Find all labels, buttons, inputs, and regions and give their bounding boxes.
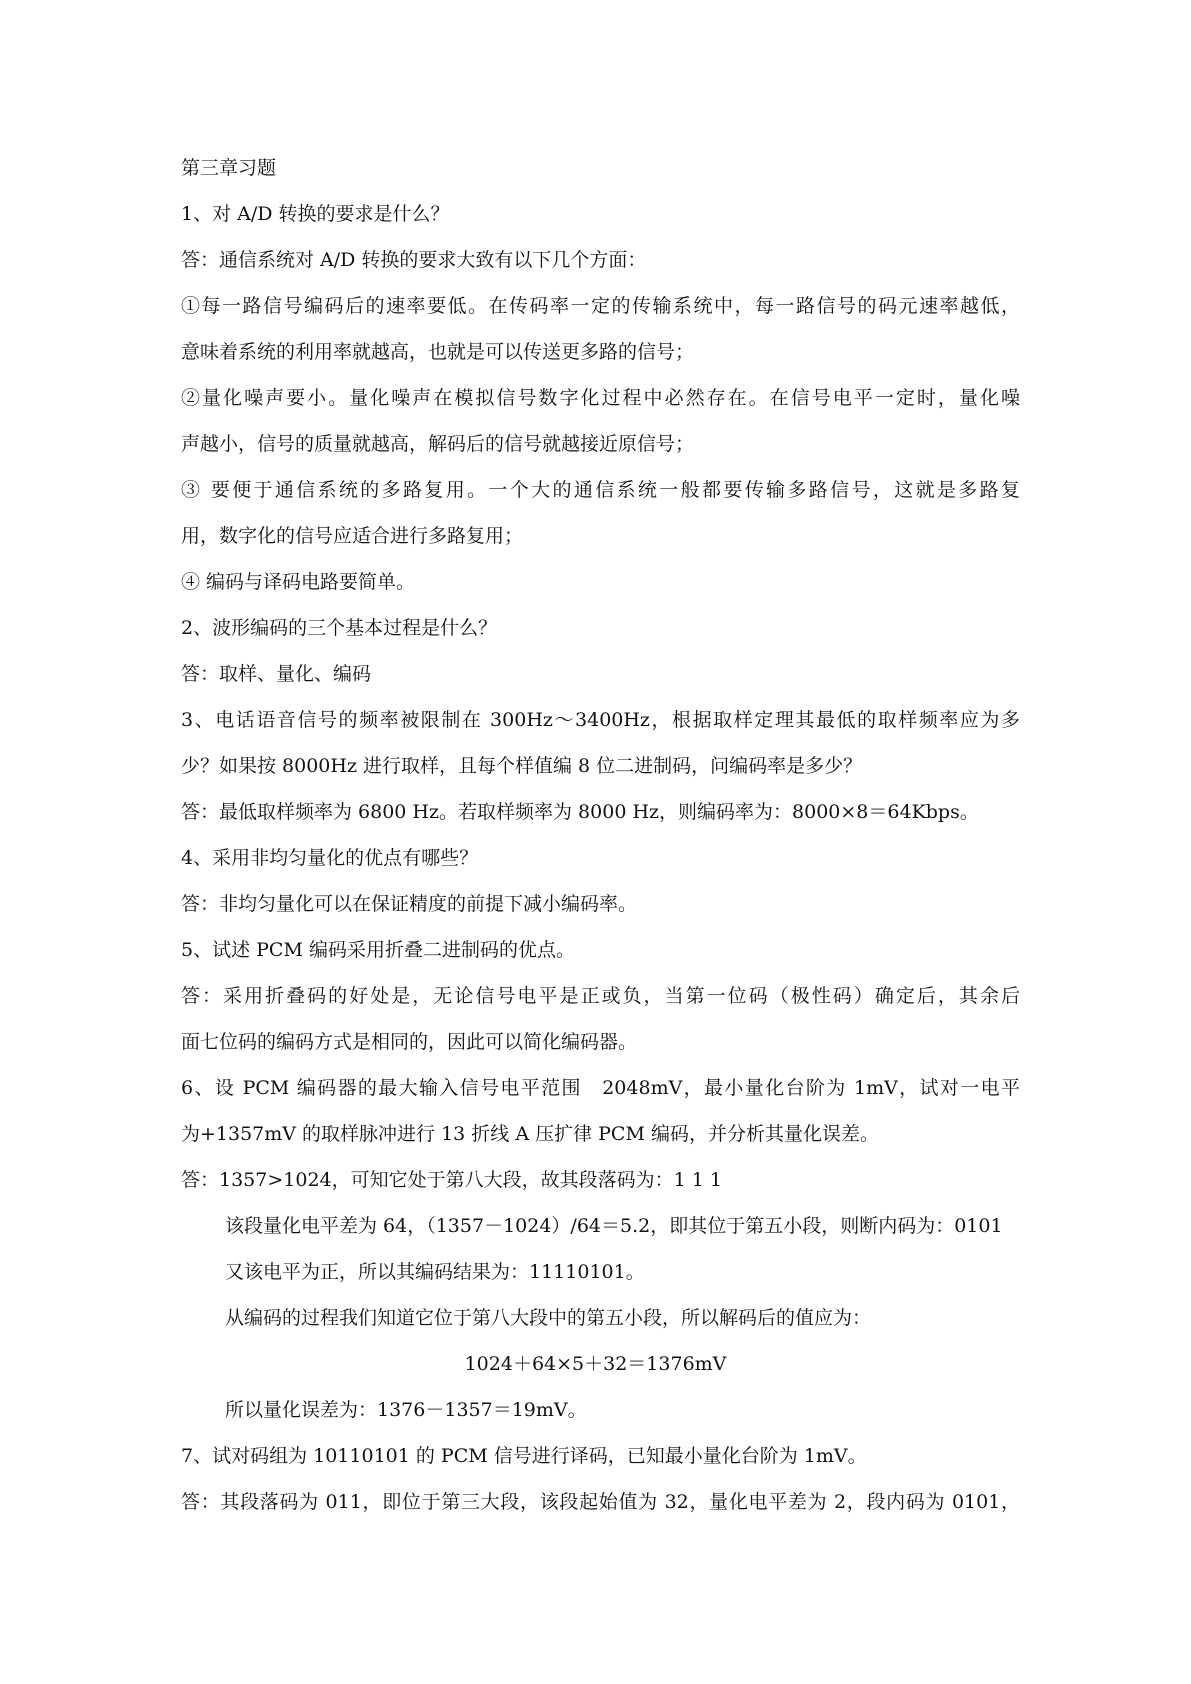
answer-1-point-1-cont: 意味着系统的利用率就越高，也就是可以传送更多路的信号； (181, 341, 695, 363)
answer-1-point-3: ③ 要便于通信系统的多路复用。一个大的通信系统一般都要传输多路信号，这就是多路复 (181, 479, 1020, 501)
question-6-cont: 为+1357mV 的取样脉冲进行 13 折线 A 压扩律 PCM 编码，并分析其量化误差。 (181, 1123, 879, 1145)
chapter-title: 第三章习题 (181, 157, 277, 179)
answer-1-point-1: ①每一路信号编码后的速率要低。在传码率一定的传输系统中，每一路信号的码元速率越低， (181, 295, 1020, 317)
question-3-cont: 少？如果按 8000Hz 进行取样，且每个样值编 8 位二进制码，问编码率是多少？ (181, 755, 863, 777)
answer-6-step-1: 该段量化电平差为 64，（1357－1024）/64＝5.2，即其位于第五小段，则断内码为：0101 (225, 1215, 1003, 1237)
question-4: 4、采用非均匀量化的优点有哪些？ (181, 847, 479, 869)
answer-4: 答：非均匀量化可以在保证精度的前提下减小编码率。 (181, 893, 638, 915)
answer-3: 答：最低取样频率为 6800 Hz。若取样频率为 8000 Hz，则编码率为：8000×8＝64Kbps。 (181, 801, 979, 823)
answer-5-cont: 面七位码的编码方式是相同的，因此可以简化编码器。 (181, 1031, 638, 1053)
answer-1-point-3-cont: 用，数字化的信号应适合进行多路复用； (181, 525, 524, 547)
answer-6-step-2: 又该电平为正，所以其编码结果为：11110101。 (225, 1261, 645, 1283)
answer-6: 答：1357>1024，可知它处于第八大段，故其段落码为：1 1 1 (181, 1169, 722, 1191)
question-2: 2、波形编码的三个基本过程是什么？ (181, 617, 498, 639)
question-6: 6、设 PCM 编码器的最大输入信号电平范围 2048mV，最小量化台阶为 1mV，试对一电平 (181, 1077, 1020, 1099)
answer-1-point-2: ②量化噪声要小。量化噪声在模拟信号数字化过程中必然存在。在信号电平一定时，量化噪 (181, 387, 1020, 409)
answer-5: 答：采用折叠码的好处是，无论信号电平是正或负，当第一位码（极性码）确定后，其余后 (181, 985, 1020, 1007)
question-5: 5、试述 PCM 编码采用折叠二进制码的优点。 (181, 939, 575, 961)
answer-1-point-2-cont: 声越小，信号的质量就越高，解码后的信号就越接近原信号； (181, 433, 695, 455)
question-1: 1、对 A/D 转换的要求是什么？ (181, 203, 450, 225)
question-7: 7、试对码组为 10110101 的 PCM 信号进行译码，已知最小量化台阶为 1mV。 (181, 1445, 867, 1467)
answer-6-error: 所以量化误差为：1376－1357＝19mV。 (225, 1399, 587, 1421)
answer-1-point-4: ④ 编码与译码电路要简单。 (181, 571, 416, 593)
answer-7: 答：其段落码为 011，即位于第三大段，该段起始值为 32，量化电平差为 2，段内码为 0101， (181, 1491, 1020, 1513)
answer-2: 答：取样、量化、编码 (181, 663, 372, 685)
answer-1: 答：通信系统对 A/D 转换的要求大致有以下几个方面： (181, 249, 647, 271)
answer-6-step-3: 从编码的过程我们知道它位于第八大段中的第五小段，所以解码后的值应为： (225, 1307, 872, 1329)
question-3: 3、电话语音信号的频率被限制在 300Hz～3400Hz，根据取样定理其最低的取样频率应为多 (181, 709, 1020, 731)
answer-6-formula: 1024＋64×5＋32＝1376mV (464, 1353, 727, 1375)
